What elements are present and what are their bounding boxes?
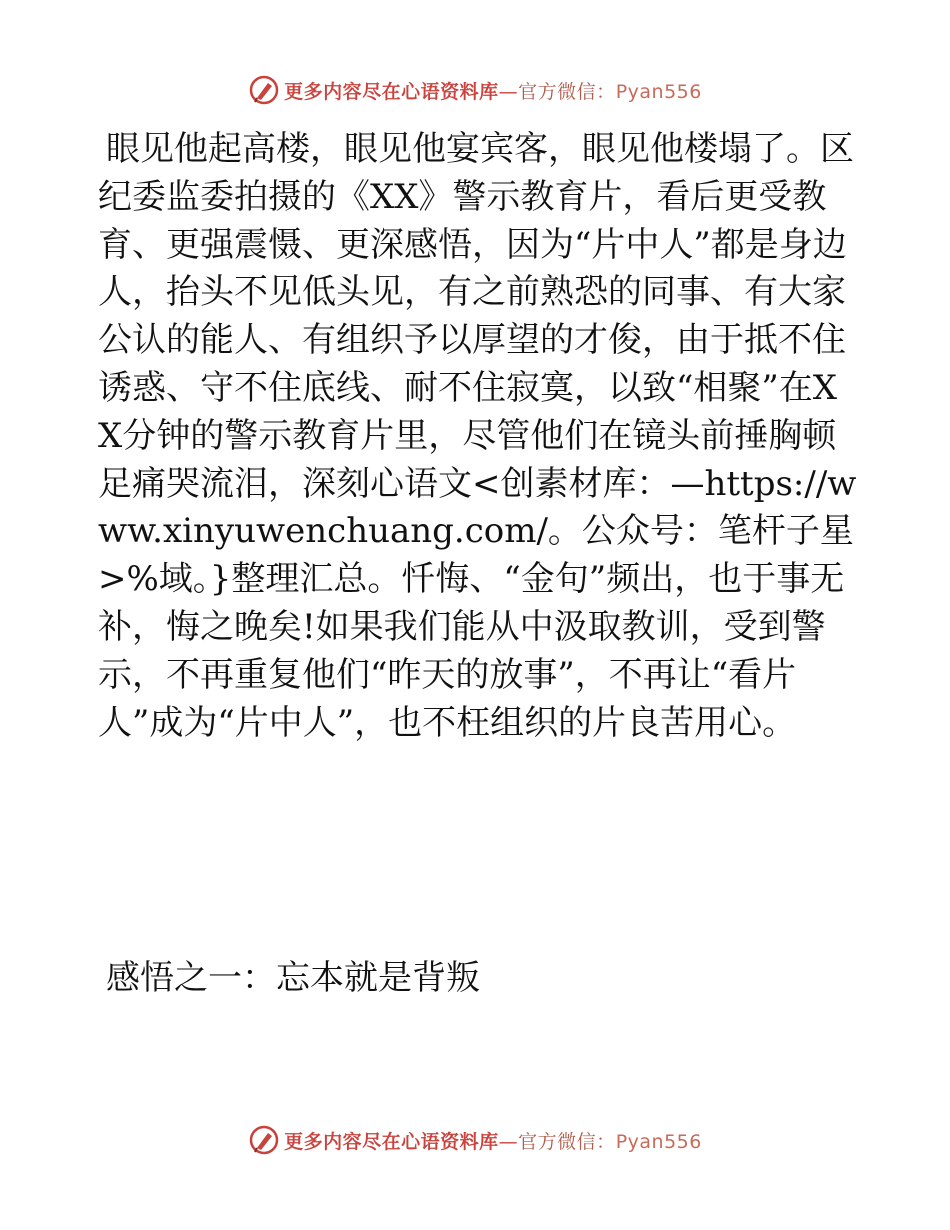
banner-wechat-label: 官方微信： xyxy=(518,1130,616,1153)
banner-title: 更多内容尽在心语资料库 xyxy=(284,80,499,103)
banner-wechat-id: Pyan556 xyxy=(615,80,702,103)
banner-dash: — xyxy=(498,80,519,103)
banner-dash: — xyxy=(498,1130,519,1153)
banner-wechat-label: 官方微信： xyxy=(518,80,616,103)
banner-wechat-id: Pyan556 xyxy=(615,1130,702,1153)
footer-banner xyxy=(0,1120,950,1160)
body-paragraph: 眼见他起高楼，眼见他宴宾客，眼见他楼塌了。区纪委监委拍摄的《XX》警示教育片，看后更受教育、更强震慑、更深感悟，因为“片中人”都是身边人，抬头不见低头见，有之前熟恐的同事、有大家公认的能人、有组织予以厚望的才俊，由于抵不住诱惑、守不住底线、耐不住寂寞，以致“相聚”在XX分钟的警示教育片里，尽管他们在镜头前捶胸顿足痛哭流泪，深刻心语文<创素材库：—https://www.xinyuwenchuang.com/。公众号：笔杆子星>%域。}整理汇总。忏悔、“金句”频出，也于事无补，悔之晚矣!如果我们能从中汲取教训，受到警示，不再重复他们“昨天的放事”，不再让“看片人”成为“片中人”，也不枉组织的片良苦用心。 xyxy=(98,129,857,743)
document-body xyxy=(98,126,858,747)
header-banner xyxy=(0,70,950,110)
section-heading: 感悟之一：忘本就是背叛 xyxy=(106,958,480,998)
banner-title: 更多内容尽在心语资料库 xyxy=(284,1130,499,1153)
quill-logo-icon xyxy=(248,1124,280,1156)
quill-logo-icon xyxy=(248,74,280,106)
